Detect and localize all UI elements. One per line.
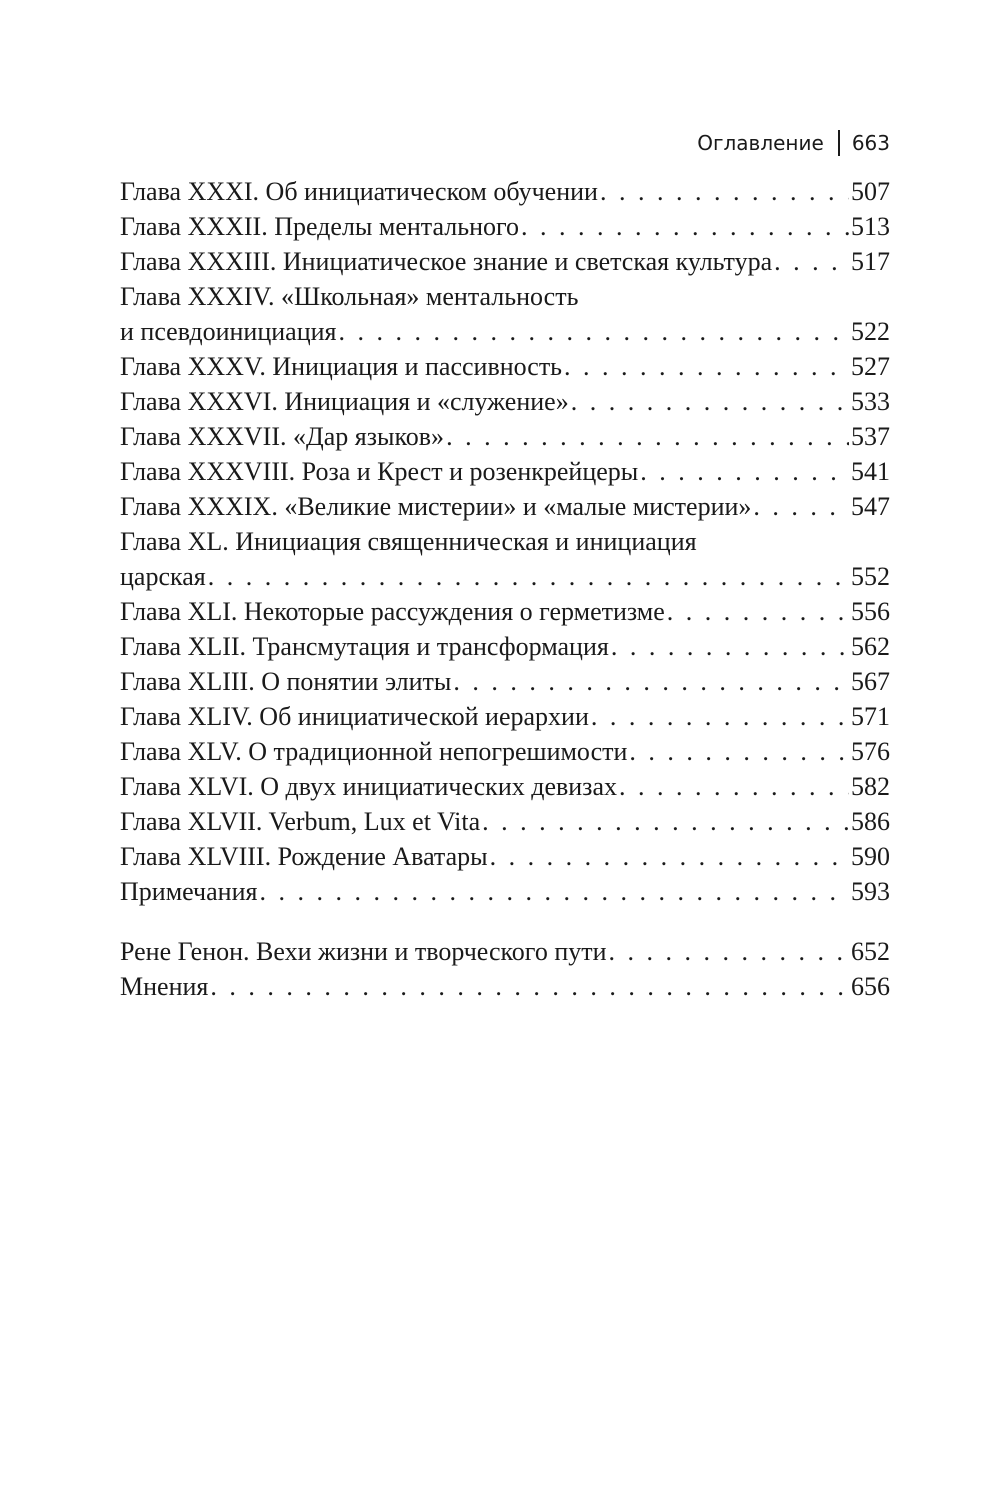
dot-leader (619, 769, 849, 804)
toc-entry-page: 507 (851, 177, 890, 206)
toc-entry-page: 656 (851, 972, 890, 1001)
toc-entry (120, 419, 890, 454)
dot-leader (667, 594, 849, 629)
toc-entry-page: 541 (851, 457, 890, 486)
toc-entry-title: Глава XXXVIII. Роза и Крест и розенкрейцеры (120, 457, 639, 486)
toc-entry-multiline (120, 524, 890, 594)
toc-entry (120, 629, 890, 664)
toc-entry-title: Рене Генон. Вехи жизни и творческого пути (120, 937, 607, 966)
dot-leader (453, 664, 849, 699)
page-number: 663 (851, 131, 890, 155)
dot-leader (490, 839, 849, 874)
toc-entry-title: Глава XXXIX. «Великие мистерии» и «малые мистерии» (120, 492, 752, 521)
toc-entry (120, 664, 890, 699)
toc-entry (120, 934, 890, 969)
toc-entry-title: Глава XXXVII. «Дар языков» (120, 422, 445, 451)
toc-entry-title: Глава XLV. О традиционной непогрешимости (120, 737, 628, 766)
toc-entry-title: Глава XLVI. О двух инициатических девизах (120, 772, 617, 801)
toc-entry-title: Глава XXXIII. Инициатическое знание и светская культура (120, 247, 773, 276)
toc-entry (120, 384, 890, 419)
toc-entry-page: 652 (851, 937, 890, 966)
toc-entry-page: 556 (851, 597, 890, 626)
toc-entry-page: 527 (851, 352, 890, 381)
dot-leader (753, 489, 849, 524)
toc-entry (120, 174, 890, 209)
toc-entry-title: царская (120, 562, 206, 591)
toc-entry-title: Глава XXXVI. Инициация и «служение» (120, 387, 569, 416)
dot-leader (338, 314, 849, 349)
dot-leader (611, 629, 849, 664)
toc-entry-title-line1: Глава XL. Инициация священническая и инициация (120, 527, 697, 556)
table-of-contents (120, 174, 890, 909)
toc-entry (120, 594, 890, 629)
toc-entry-page: 517 (851, 247, 890, 276)
dot-leader (208, 559, 849, 594)
dot-leader (591, 699, 849, 734)
toc-entry-title: Глава XLII. Трансмутация и трансформация (120, 632, 609, 661)
toc-entry (120, 769, 890, 804)
toc-entry-page: 547 (851, 492, 890, 521)
toc-entry-title: Глава XXXV. Инициация и пассивность (120, 352, 563, 381)
dot-leader (564, 349, 849, 384)
toc-entry-title: Глава XLVIII. Рождение Аватары (120, 842, 488, 871)
dot-leader (640, 454, 849, 489)
toc-entry-page: 567 (851, 667, 890, 696)
toc-entry-page: 590 (851, 842, 890, 871)
toc-entry-page: 552 (851, 562, 890, 591)
toc-entry (120, 209, 890, 244)
toc-entry-title: и псевдоинициация (120, 317, 337, 346)
running-head-divider (838, 130, 840, 156)
toc-entry (120, 804, 890, 839)
toc-entry-page: 576 (851, 737, 890, 766)
toc-entry-title: Глава XLI. Некоторые рассуждения о герметизме (120, 597, 665, 626)
toc-entry-page: 537 (851, 422, 890, 451)
dot-leader (446, 419, 849, 454)
toc-entry-title: Примечания (120, 877, 258, 906)
toc-entry (120, 699, 890, 734)
toc-entry-title-line1: Глава XXXIV. «Школьная» ментальность (120, 282, 579, 311)
toc-entry-page: 533 (851, 387, 890, 416)
toc-entry (120, 244, 890, 279)
dot-leader (629, 734, 849, 769)
running-head (697, 128, 890, 158)
dot-leader (774, 244, 849, 279)
dot-leader (521, 209, 849, 244)
toc-entry-page: 513 (851, 212, 890, 241)
toc-entry-title: Глава XXXII. Пределы ментального (120, 212, 520, 241)
toc-entry-page: 586 (851, 807, 890, 836)
toc-entry (120, 559, 890, 594)
toc-entry-title: Мнения (120, 972, 209, 1001)
dot-leader (482, 804, 849, 839)
toc-entry-page: 522 (851, 317, 890, 346)
toc-entry-title: Глава XLVII. Verbum, Lux et Vita (120, 807, 481, 836)
toc-entry-page: 582 (851, 772, 890, 801)
toc-entry (120, 839, 890, 874)
toc-entry (120, 454, 890, 489)
toc-entry (120, 489, 890, 524)
dot-leader (609, 934, 849, 969)
toc-entry-title: Глава XLIV. Об инициатической иерархии (120, 702, 589, 731)
dot-leader (571, 384, 849, 419)
toc-entry-multiline (120, 279, 890, 349)
running-head-section: Оглавление (697, 131, 824, 155)
dot-leader (210, 969, 849, 1004)
toc-entry-page: 562 (851, 632, 890, 661)
toc-entry-title: Глава XLIII. О понятии элиты (120, 667, 452, 696)
toc-entry-title: Глава XXXI. Об инициатическом обучении (120, 177, 598, 206)
table-of-contents-back-matter (120, 934, 890, 1004)
dot-leader (600, 174, 849, 209)
toc-entry (120, 734, 890, 769)
toc-entry (120, 969, 890, 1004)
toc-entry (120, 349, 890, 384)
toc-entry-page: 571 (851, 702, 890, 731)
toc-entry (120, 874, 890, 909)
toc-entry-page: 593 (851, 877, 890, 906)
toc-entry (120, 314, 890, 349)
dot-leader (259, 874, 849, 909)
